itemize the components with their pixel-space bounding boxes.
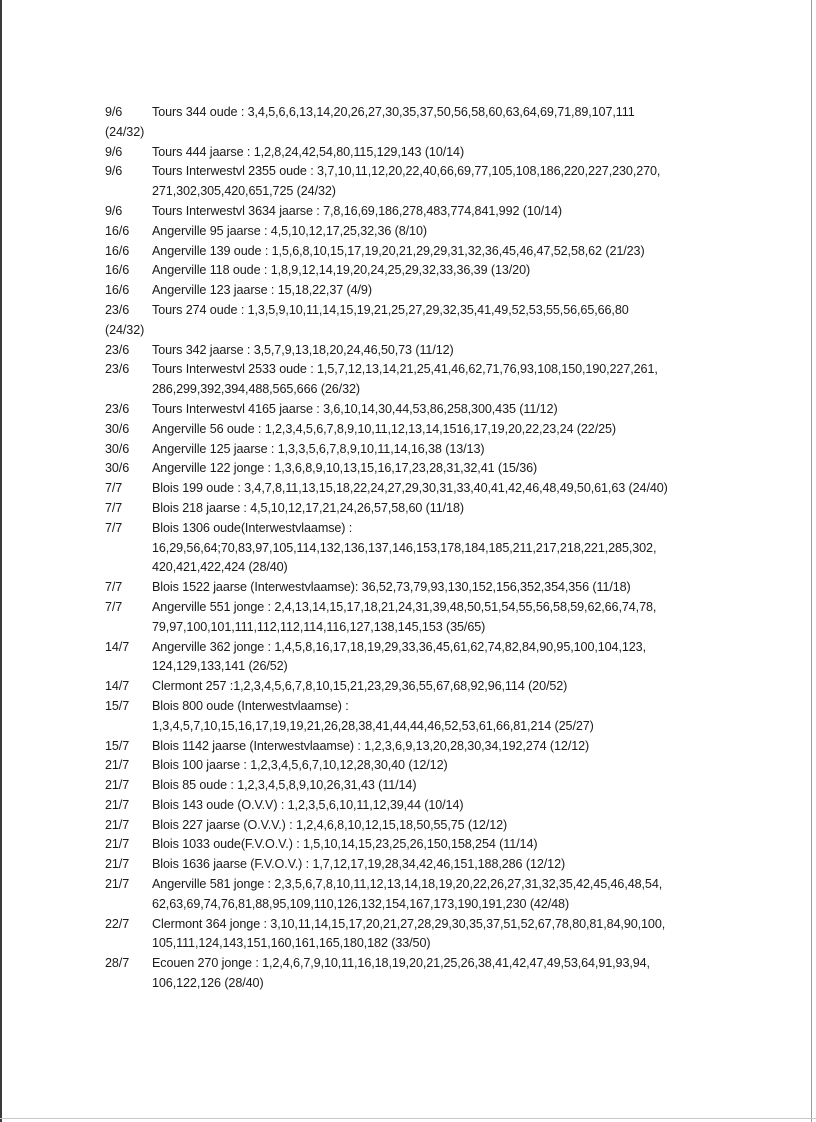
- result-entry: [105, 835, 705, 855]
- race-result-continuation: 271,302,305,420,651,725 (24/32): [152, 184, 336, 199]
- result-entry: [105, 915, 705, 955]
- race-result-text: Tours 274 oude : 1,3,5,9,10,11,14,15,19,21,25,27,29,32,35,41,49,52,53,55,56,65,66,80: [152, 302, 629, 317]
- scan-edge-right: [811, 0, 812, 1122]
- race-result-text: Blois 143 oude (O.V.V) : 1,2,3,5,6,10,11,12,39,44 (10/14): [152, 797, 464, 812]
- scan-edge-left: [0, 0, 2, 1122]
- result-entry: [105, 697, 705, 737]
- race-date: 23/6: [105, 362, 130, 377]
- race-result-continuation: 79,97,100,101,111,112,112,114,116,127,138,145,153 (35/65): [152, 619, 486, 634]
- result-entry: [105, 242, 705, 262]
- race-result-text: Angerville 123 jaarse : 15,18,22,37 (4/9): [152, 283, 372, 298]
- race-date: 7/7: [105, 520, 123, 535]
- race-date: 23/6: [105, 401, 130, 416]
- result-entry: [105, 954, 705, 994]
- result-entry: [105, 479, 705, 499]
- race-result-score: (24/32): [105, 124, 145, 139]
- race-date: 21/7: [105, 817, 130, 832]
- race-date: 16/6: [105, 223, 130, 238]
- race-date: 21/7: [105, 758, 130, 773]
- race-result-text: Blois 800 oude (Interwestvlaamse) :: [152, 698, 349, 713]
- result-entry: [105, 420, 705, 440]
- result-entry: [105, 281, 705, 301]
- race-result-continuation: 286,299,392,394,488,565,666 (26/32): [152, 382, 360, 397]
- race-date: 15/7: [105, 738, 130, 753]
- result-entry: [105, 360, 705, 400]
- race-result-continuation: 106,122,126 (28/40): [152, 976, 264, 991]
- race-date: 7/7: [105, 481, 123, 496]
- race-result-continuation: 1,3,4,5,7,10,15,16,17,19,19,21,26,28,38,41,44,44,46,52,53,61,66,81,214 (25/27): [152, 718, 594, 733]
- race-result-text: Tours Interwestvl 2355 oude : 3,7,10,11,12,20,22,40,66,69,77,105,108,186,220,227,230,270,: [152, 164, 661, 179]
- result-entry: [105, 301, 705, 341]
- race-date: 21/7: [105, 797, 130, 812]
- race-date: 7/7: [105, 580, 123, 595]
- result-entry: [105, 875, 705, 915]
- race-result-continuation: 62,63,69,74,76,81,88,95,109,110,126,132,154,167,173,190,191,230 (42/48): [152, 896, 570, 911]
- result-entry: [105, 598, 705, 638]
- result-entry: [105, 162, 705, 202]
- race-result-text: Ecouen 270 jonge : 1,2,4,6,7,9,10,11,16,18,19,20,21,25,26,38,41,42,47,49,53,64,91,93,94,: [152, 956, 650, 971]
- result-entry: [105, 776, 705, 796]
- race-result-text: Blois 199 oude : 3,4,7,8,11,13,15,18,22,24,27,29,30,31,33,40,41,42,46,48,49,50,61,63 (24/40): [152, 481, 668, 496]
- race-result-text: Angerville 551 jonge : 2,4,13,14,15,17,18,21,24,31,39,48,50,51,54,55,56,58,59,62,66,74,78,: [152, 599, 657, 614]
- result-entry: [105, 519, 705, 578]
- race-date: 21/7: [105, 877, 130, 892]
- race-result-text: Blois 1306 oude(Interwestvlaamse) :: [152, 520, 353, 535]
- result-entry: [105, 143, 705, 163]
- result-entry: [105, 855, 705, 875]
- result-entry: [105, 796, 705, 816]
- scan-edge-bottom: [0, 1118, 816, 1119]
- race-result-continuation: 124,129,133,141 (26/52): [152, 659, 288, 674]
- race-result-text: Blois 100 jaarse : 1,2,3,4,5,6,7,10,12,28,30,40 (12/12): [152, 758, 448, 773]
- result-entry: [105, 578, 705, 598]
- result-entry: [105, 341, 705, 361]
- race-date: 16/6: [105, 263, 130, 278]
- result-entry: [105, 103, 705, 143]
- result-entry: [105, 756, 705, 776]
- race-result-text: Tours 344 oude : 3,4,5,6,6,13,14,20,26,27,30,35,37,50,56,58,60,63,64,69,71,89,107,111: [152, 105, 635, 119]
- race-result-text: Blois 1636 jaarse (F.V.O.V.) : 1,7,12,17,19,28,34,42,46,151,188,286 (12/12): [152, 857, 566, 872]
- race-result-text: Angerville 122 jonge : 1,3,6,8,9,10,13,15,16,17,23,28,31,32,41 (15/36): [152, 461, 538, 476]
- race-result-text: Blois 227 jaarse (O.V.V.) : 1,2,4,6,8,10,12,15,18,50,55,75 (12/12): [152, 817, 508, 832]
- race-date: 23/6: [105, 302, 130, 317]
- race-date: 9/6: [105, 144, 123, 159]
- race-result-text: Angerville 95 jaarse : 4,5,10,12,17,25,32,36 (8/10): [152, 223, 427, 238]
- result-entry: [105, 638, 705, 678]
- race-result-text: Tours Interwestvl 3634 jaarse : 7,8,16,69,186,278,483,774,841,992 (10/14): [152, 203, 562, 218]
- race-date: 14/7: [105, 639, 130, 654]
- race-result-text: Clermont 364 jonge : 3,10,11,14,15,17,20,21,27,28,29,30,35,37,51,52,67,78,80,81,84,90,100,: [152, 916, 666, 931]
- result-entry: [105, 202, 705, 222]
- race-date: 23/6: [105, 342, 130, 357]
- race-date: 16/6: [105, 243, 130, 258]
- result-entry: [105, 677, 705, 697]
- race-date: 21/7: [105, 857, 130, 872]
- race-date: 21/7: [105, 778, 130, 793]
- result-entry: [105, 400, 705, 420]
- race-date: 30/6: [105, 441, 130, 456]
- race-result-text: Clermont 257 :1,2,3,4,5,6,7,8,10,15,21,23,29,36,55,67,68,92,96,114 (20/52): [152, 679, 568, 694]
- race-result-text: Tours 342 jaarse : 3,5,7,9,13,18,20,24,46,50,73 (11/12): [152, 342, 454, 357]
- race-result-text: Tours 444 jaarse : 1,2,8,24,42,54,80,115,129,143 (10/14): [152, 144, 465, 159]
- race-date: 15/7: [105, 698, 130, 713]
- race-date: 7/7: [105, 500, 123, 515]
- race-result-continuation: 16,29,56,64;70,83,97,105,114,132,136,137,146,153,178,184,185,211,217,218,221,285,302,: [152, 540, 657, 555]
- race-date: 22/7: [105, 916, 130, 931]
- race-date: 14/7: [105, 679, 130, 694]
- result-entry: [105, 459, 705, 479]
- race-date: 9/6: [105, 164, 123, 179]
- race-results-list: [105, 103, 705, 994]
- result-entry: [105, 816, 705, 836]
- race-result-text: Angerville 118 oude : 1,8,9,12,14,19,20,24,25,29,32,33,36,39 (13/20): [152, 263, 531, 278]
- race-result-text: Angerville 125 jaarse : 1,3,3,5,6,7,8,9,10,11,14,16,38 (13/13): [152, 441, 485, 456]
- race-result-continuation: 105,111,124,143,151,160,161,165,180,182 (33/50): [152, 936, 431, 951]
- race-result-text: Blois 1142 jaarse (Interwestvlaamse) : 1,2,3,6,9,13,20,28,30,34,192,274 (12/12): [152, 738, 590, 753]
- race-result-text: Blois 1033 oude(F.V.O.V.) : 1,5,10,14,15,23,25,26,150,158,254 (11/14): [152, 837, 538, 852]
- race-result-text: Blois 1522 jaarse (Interwestvlaamse): 36,52,73,79,93,130,152,156,352,354,356 (11/18): [152, 580, 631, 595]
- race-result-text: Angerville 362 jonge : 1,4,5,8,16,17,18,19,29,33,36,45,61,62,74,82,84,90,95,100,104,123,: [152, 639, 646, 654]
- race-date: 7/7: [105, 599, 123, 614]
- result-entry: [105, 222, 705, 242]
- race-date: 9/6: [105, 105, 123, 119]
- race-result-text: Blois 85 oude : 1,2,3,4,5,8,9,10,26,31,43 (11/14): [152, 778, 417, 793]
- race-result-text: Blois 218 jaarse : 4,5,10,12,17,21,24,26,57,58,60 (11/18): [152, 500, 464, 515]
- race-result-continuation: 420,421,422,424 (28/40): [152, 560, 288, 575]
- race-result-score: (24/32): [105, 322, 145, 337]
- result-entry: [105, 261, 705, 281]
- race-date: 28/7: [105, 956, 130, 971]
- race-result-text: Angerville 581 jonge : 2,3,5,6,7,8,10,11,12,13,14,18,19,20,22,26,27,31,32,35,42,45,46,48,54,: [152, 877, 663, 892]
- race-date: 21/7: [105, 837, 130, 852]
- race-date: 16/6: [105, 283, 130, 298]
- race-date: 30/6: [105, 461, 130, 476]
- result-entry: [105, 737, 705, 757]
- race-date: 9/6: [105, 203, 123, 218]
- race-result-text: Tours Interwestvl 2533 oude : 1,5,7,12,13,14,21,25,41,46,62,71,76,93,108,150,190,227,261,: [152, 362, 658, 377]
- result-entry: [105, 440, 705, 460]
- race-result-text: Angerville 56 oude : 1,2,3,4,5,6,7,8,9,10,11,12,13,14,1516,17,19,20,22,23,24 (22/25): [152, 421, 617, 436]
- race-date: 30/6: [105, 421, 130, 436]
- result-entry: [105, 499, 705, 519]
- race-result-text: Angerville 139 oude : 1,5,6,8,10,15,17,19,20,21,29,29,31,32,36,45,46,47,52,58,62 (21/23): [152, 243, 645, 258]
- race-result-text: Tours Interwestvl 4165 jaarse : 3,6,10,14,30,44,53,86,258,300,435 (11/12): [152, 401, 558, 416]
